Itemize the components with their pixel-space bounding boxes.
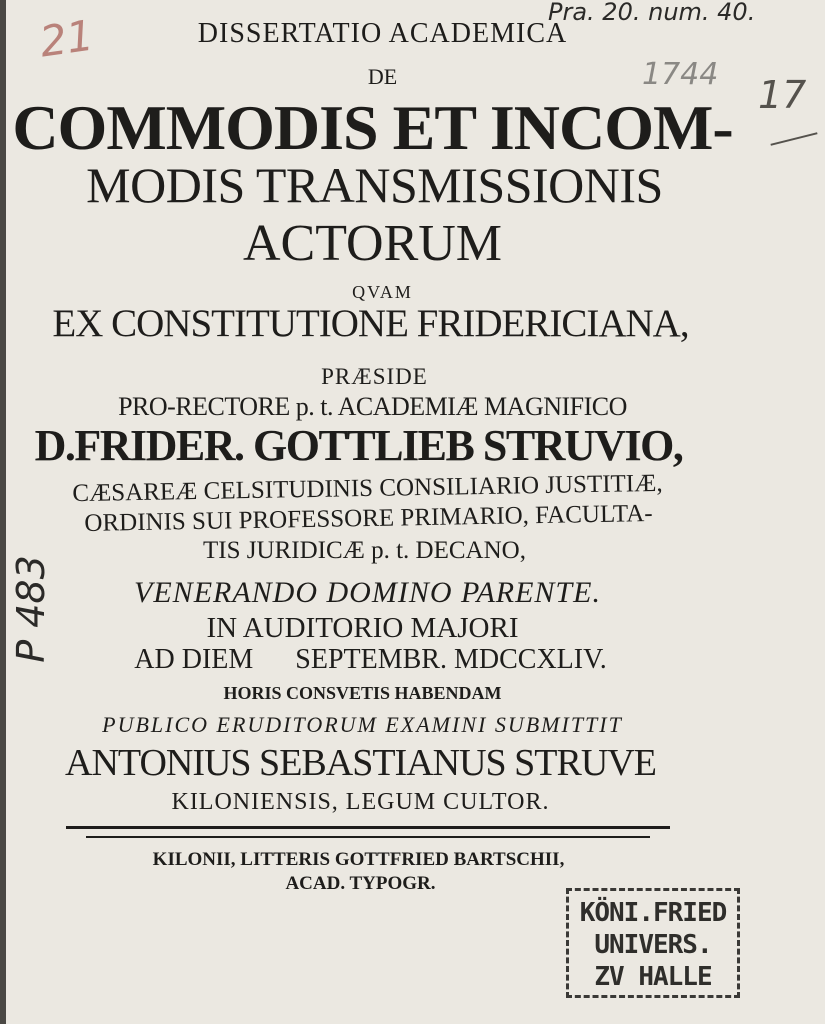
handwritten-year: 1744 (642, 57, 719, 92)
stamp-line-2: UNIVERS. (594, 930, 712, 960)
praeses-titles-1: CÆSAREÆ CELSITUDINIS CONSILIARIO JUSTITIÆ, (72, 469, 663, 508)
author-subtitle: KILONIENSIS, LEGUM CULTOR. (171, 789, 550, 815)
title-line-3: ACTORUM (242, 215, 503, 272)
horis-line: HORIS CONSVETIS HABENDAM (223, 683, 502, 703)
title-line-2: MODIS TRANSMISSIONIS (86, 157, 663, 213)
imprint-line-1: KILONII, LITTERIS GOTTFRIED BARTSCHII, (152, 849, 565, 870)
praeside-line: PRÆSIDE (321, 364, 428, 389)
publico-line: PUBLICO ERUDITORUM EXAMINI SUBMITTIT (102, 712, 623, 737)
handwritten-number-left: 21 (36, 10, 97, 67)
author-name: ANTONIUS SEBASTIANUS STRUVE (65, 742, 656, 784)
quam-line: QVAM (352, 282, 413, 302)
de-line: DE (367, 64, 398, 89)
handwritten-side-mark: P 483 (9, 555, 53, 663)
title-line-1: COMMODIS ET INCOM- (12, 92, 733, 163)
venerando-line: VENERANDO DOMINO PARENTE. (134, 576, 601, 609)
dissertation-label: DISSERTATIO ACADEMICA (197, 18, 568, 49)
imprint-line-2: ACAD. TYPOGR. (285, 873, 436, 894)
separator-rule-2 (86, 836, 650, 838)
auditorio-line: IN AUDITORIO MAJORI (206, 612, 519, 644)
stamp-line-1: KÖNI.FRIED (579, 898, 727, 928)
praeses-titles-2: ORDINIS SUI PROFESSORE PRIMARIO, FACULTA- (84, 500, 653, 537)
handwritten-shelfmark: Pra. 20. num. 40. (548, 0, 756, 26)
library-stamp (566, 888, 740, 998)
pro-rectore-line: PRO-RECTORE p. t. ACADEMIÆ MAGNIFICO (118, 392, 627, 421)
handwritten-number-right: 17 (758, 73, 807, 117)
separator-rule-1 (66, 826, 670, 829)
ad-diem-line: AD DIEM SEPTEMBR. MDCCXLIV. (134, 644, 607, 675)
constitution-line: EX CONSTITUTIONE FRIDERICIANA, (52, 302, 689, 345)
praeses-titles-3: TIS JURIDICÆ p. t. DECANO, (203, 537, 526, 564)
stamp-line-3: ZV HALLE (594, 962, 712, 992)
praeses-name: D.FRIDER. GOTTLIEB STRUVIO, (34, 421, 683, 470)
